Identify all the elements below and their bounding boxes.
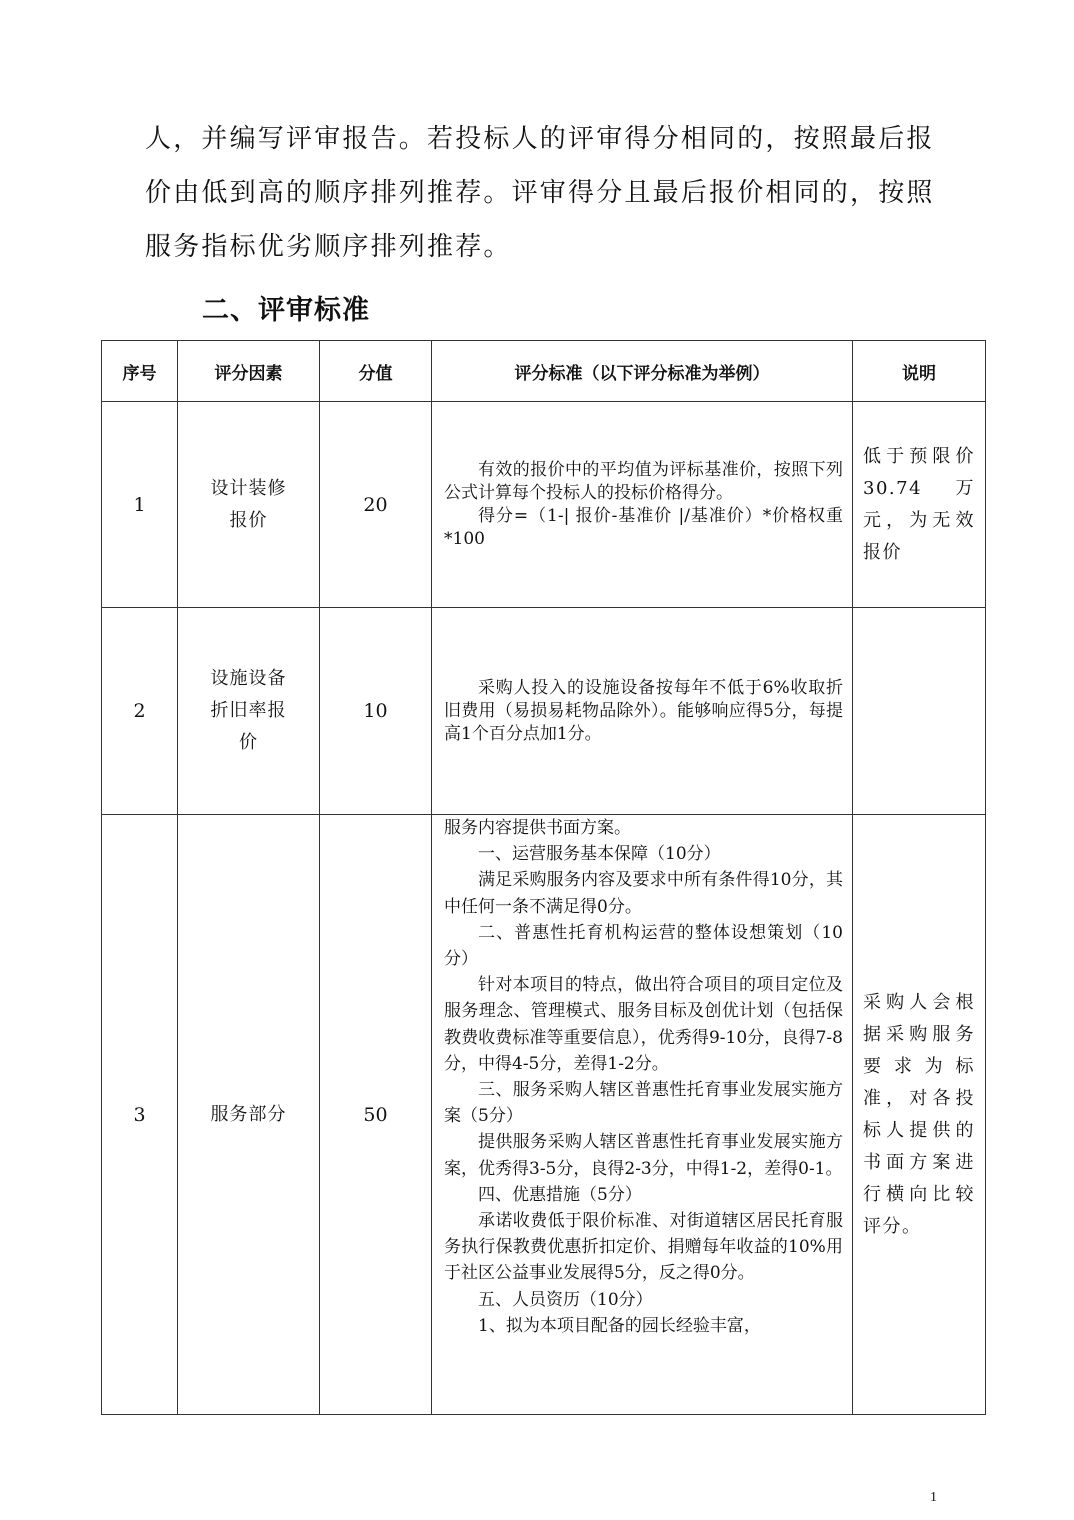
row-criteria [432,608,853,815]
intro-line: 价由低到高的顺序排列推荐。评审得分且最后报价相同的，按照 [145,178,935,208]
intro-paragraph [145,112,945,274]
header-factor: 评分因素 [178,341,320,402]
criteria-paragraph: 二、普惠性托育机构运营的整体设想策划（10分） [444,922,843,970]
row-factor: 服务部分 [178,815,320,1415]
row-score: 50 [320,815,432,1415]
row-number: 2 [102,608,178,815]
header-note: 说明 [853,341,986,402]
page-number: 1 [930,1490,937,1505]
row-note: 采购人会根据采购服务要求为标准，对各投标人提供的书面方案进行横向比较评分。 [853,815,986,1415]
table-row [102,815,986,1415]
criteria-paragraph: 满足采购服务内容及要求中所有条件得10分，其中任何一条不满足得0分。 [444,870,843,917]
header-criteria: 评分标准（以下评分标准为举例） [432,341,853,402]
criteria-paragraph: 承诺收费低于限价标准、对街道辖区居民托育服务执行保教费优惠折扣定价、捐赠每年收益的10%用于社区公益事业发展得5分，反之得0分。 [444,1211,843,1284]
criteria-paragraph: 针对本项目的特点，做出符合项目的项目定位及服务理念、管理模式、服务目标及创优计划（包括保教费收费标准等重要信息），优秀得9-10分，良得7-8分，中得4-5分，差得1-2分。 [444,975,843,1074]
table-row [102,402,986,608]
row-criteria [432,815,853,1415]
intro-line: 人，并编写评审报告。若投标人的评审得分相同的，按照最后报 [145,124,935,154]
header-score: 分值 [320,341,432,402]
row-factor: 设施设备折旧率报价 [178,608,320,815]
table-header-row [102,341,986,402]
criteria-paragraph: 四、优惠措施（5分） [478,1184,642,1205]
row-factor: 设计装修报价 [178,402,320,608]
row-note [853,608,986,815]
row-number: 3 [102,815,178,1415]
criteria-table [101,340,986,1415]
criteria-paragraph: 1、拟为本项目配备的园长经验丰富， [478,1315,761,1336]
row-criteria [432,402,853,608]
criteria-paragraph: 提供服务采购人辖区普惠性托育事业发展实施方案，优秀得3-5分，良得2-3分，中得1-2，差得0-1。 [444,1132,843,1179]
row-score: 20 [320,402,432,608]
header-no: 序号 [102,341,178,402]
row-number: 1 [102,402,178,608]
criteria-paragraph: 有效的报价中的平均值为评标基准价，按照下列公式计算每个投标人的投标价格得分。 [444,459,843,503]
table-row [102,608,986,815]
intro-line: 服务指标优劣顺序排列推荐。 [145,232,512,262]
row-score: 10 [320,608,432,815]
criteria-paragraph: 得分=（1-| 报价-基准价 |/基准价）*价格权重*100 [444,505,843,549]
criteria-paragraph: 五、人员资历（10分） [478,1289,653,1310]
row-note: 低于预限价30.74万元，为无效报价 [853,402,986,608]
criteria-paragraph: 一、运营服务基本保障（10分） [478,844,721,865]
section-heading: 二、评审标准 [202,295,370,326]
criteria-paragraph: 采购人投入的设施设备按每年不低于6%收取折旧费用（易损易耗物品除外）。能够响应得5分，每提高1个百分点加1分。 [444,677,843,744]
criteria-paragraph: 三、服务采购人辖区普惠性托育事业发展实施方案（5分） [444,1080,843,1127]
criteria-paragraph: 服务内容提供书面方案。 [444,818,631,838]
